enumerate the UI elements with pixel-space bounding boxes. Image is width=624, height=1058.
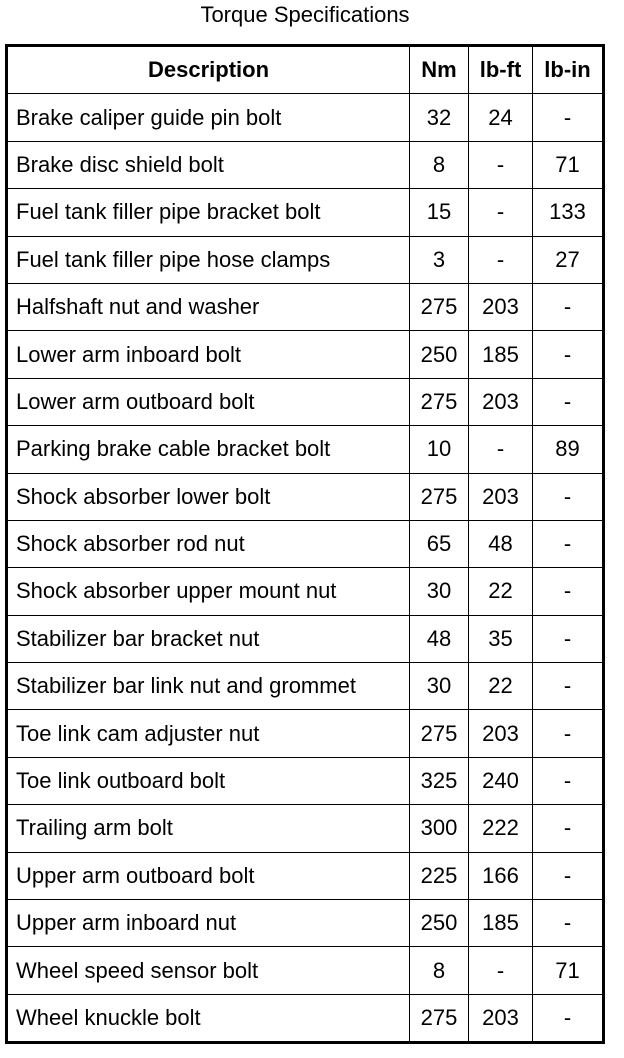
cell-lb-ft: 203 (469, 283, 533, 330)
cell-lb-in: - (533, 94, 604, 141)
header-lb-in: lb-in (533, 46, 604, 94)
header-lb-ft: lb-ft (469, 46, 533, 94)
cell-nm: 32 (410, 94, 469, 141)
cell-description: Wheel speed sensor bolt (7, 947, 410, 994)
table-row (7, 615, 604, 662)
cell-lb-ft: 240 (469, 757, 533, 804)
table-row (7, 378, 604, 425)
cell-nm: 250 (410, 900, 469, 947)
cell-nm: 275 (410, 994, 469, 1042)
table-row (7, 663, 604, 710)
table-row (7, 900, 604, 947)
cell-lb-in: - (533, 615, 604, 662)
cell-description: Halfshaft nut and washer (7, 283, 410, 330)
cell-nm: 10 (410, 426, 469, 473)
cell-nm: 275 (410, 710, 469, 757)
cell-nm: 30 (410, 568, 469, 615)
table-row (7, 141, 604, 188)
cell-lb-in: - (533, 473, 604, 520)
table-row (7, 94, 604, 141)
cell-lb-in: - (533, 378, 604, 425)
torque-spec-table (5, 44, 605, 1044)
cell-lb-ft: 203 (469, 710, 533, 757)
cell-nm: 8 (410, 141, 469, 188)
table-row (7, 426, 604, 473)
table-row (7, 568, 604, 615)
cell-lb-ft: 35 (469, 615, 533, 662)
cell-description: Lower arm outboard bolt (7, 378, 410, 425)
cell-nm: 250 (410, 331, 469, 378)
cell-lb-ft: 22 (469, 663, 533, 710)
cell-lb-ft: 185 (469, 900, 533, 947)
table-row (7, 805, 604, 852)
cell-description: Upper arm inboard nut (7, 900, 410, 947)
cell-nm: 15 (410, 189, 469, 236)
page-title: Torque Specifications (200, 2, 410, 27)
cell-nm: 225 (410, 852, 469, 899)
cell-lb-in: - (533, 710, 604, 757)
cell-nm: 30 (410, 663, 469, 710)
cell-description: Brake disc shield bolt (7, 141, 410, 188)
cell-lb-ft: 222 (469, 805, 533, 852)
cell-description: Shock absorber lower bolt (7, 473, 410, 520)
table-row (7, 994, 604, 1042)
table-row (7, 331, 604, 378)
cell-lb-in: - (533, 331, 604, 378)
cell-lb-ft: 24 (469, 94, 533, 141)
cell-lb-ft: 166 (469, 852, 533, 899)
cell-nm: 325 (410, 757, 469, 804)
cell-lb-in: - (533, 900, 604, 947)
cell-lb-ft: 203 (469, 994, 533, 1042)
cell-nm: 48 (410, 615, 469, 662)
cell-lb-ft: - (469, 141, 533, 188)
cell-lb-in: - (533, 520, 604, 567)
cell-lb-ft: 203 (469, 378, 533, 425)
table-row (7, 520, 604, 567)
cell-description: Upper arm outboard bolt (7, 852, 410, 899)
cell-lb-ft: - (469, 189, 533, 236)
cell-lb-in: - (533, 994, 604, 1042)
cell-nm: 65 (410, 520, 469, 567)
table-row (7, 236, 604, 283)
cell-description: Toe link cam adjuster nut (7, 710, 410, 757)
cell-nm: 3 (410, 236, 469, 283)
cell-lb-in: - (533, 283, 604, 330)
cell-description: Wheel knuckle bolt (7, 994, 410, 1042)
cell-description: Parking brake cable bracket bolt (7, 426, 410, 473)
cell-lb-ft: - (469, 426, 533, 473)
cell-nm: 300 (410, 805, 469, 852)
cell-lb-in: - (533, 757, 604, 804)
header-nm: Nm (410, 46, 469, 94)
cell-description: Lower arm inboard bolt (7, 331, 410, 378)
cell-lb-in: 89 (533, 426, 604, 473)
table-row (7, 947, 604, 994)
table-row (7, 473, 604, 520)
table-row (7, 189, 604, 236)
cell-description: Toe link outboard bolt (7, 757, 410, 804)
cell-description: Trailing arm bolt (7, 805, 410, 852)
cell-nm: 275 (410, 473, 469, 520)
cell-description: Shock absorber upper mount nut (7, 568, 410, 615)
cell-lb-ft: 185 (469, 331, 533, 378)
cell-description: Fuel tank filler pipe bracket bolt (7, 189, 410, 236)
cell-lb-in: 71 (533, 947, 604, 994)
cell-lb-ft: - (469, 236, 533, 283)
cell-description: Shock absorber rod nut (7, 520, 410, 567)
cell-description: Stabilizer bar bracket nut (7, 615, 410, 662)
table-body (7, 94, 604, 1043)
cell-nm: 8 (410, 947, 469, 994)
cell-lb-in: - (533, 805, 604, 852)
cell-description: Stabilizer bar link nut and grommet (7, 663, 410, 710)
cell-description: Brake caliper guide pin bolt (7, 94, 410, 141)
cell-lb-in: - (533, 852, 604, 899)
cell-lb-ft: 203 (469, 473, 533, 520)
cell-nm: 275 (410, 378, 469, 425)
cell-lb-in: - (533, 568, 604, 615)
cell-description: Fuel tank filler pipe hose clamps (7, 236, 410, 283)
table-row (7, 710, 604, 757)
cell-nm: 275 (410, 283, 469, 330)
cell-lb-ft: 48 (469, 520, 533, 567)
cell-lb-in: 133 (533, 189, 604, 236)
cell-lb-in: 71 (533, 141, 604, 188)
cell-lb-ft: - (469, 947, 533, 994)
header-description: Description (7, 46, 410, 94)
cell-lb-in: 27 (533, 236, 604, 283)
cell-lb-ft: 22 (469, 568, 533, 615)
table-row (7, 757, 604, 804)
table-row (7, 852, 604, 899)
table-row (7, 283, 604, 330)
cell-lb-in: - (533, 663, 604, 710)
table-header-row (7, 46, 604, 94)
